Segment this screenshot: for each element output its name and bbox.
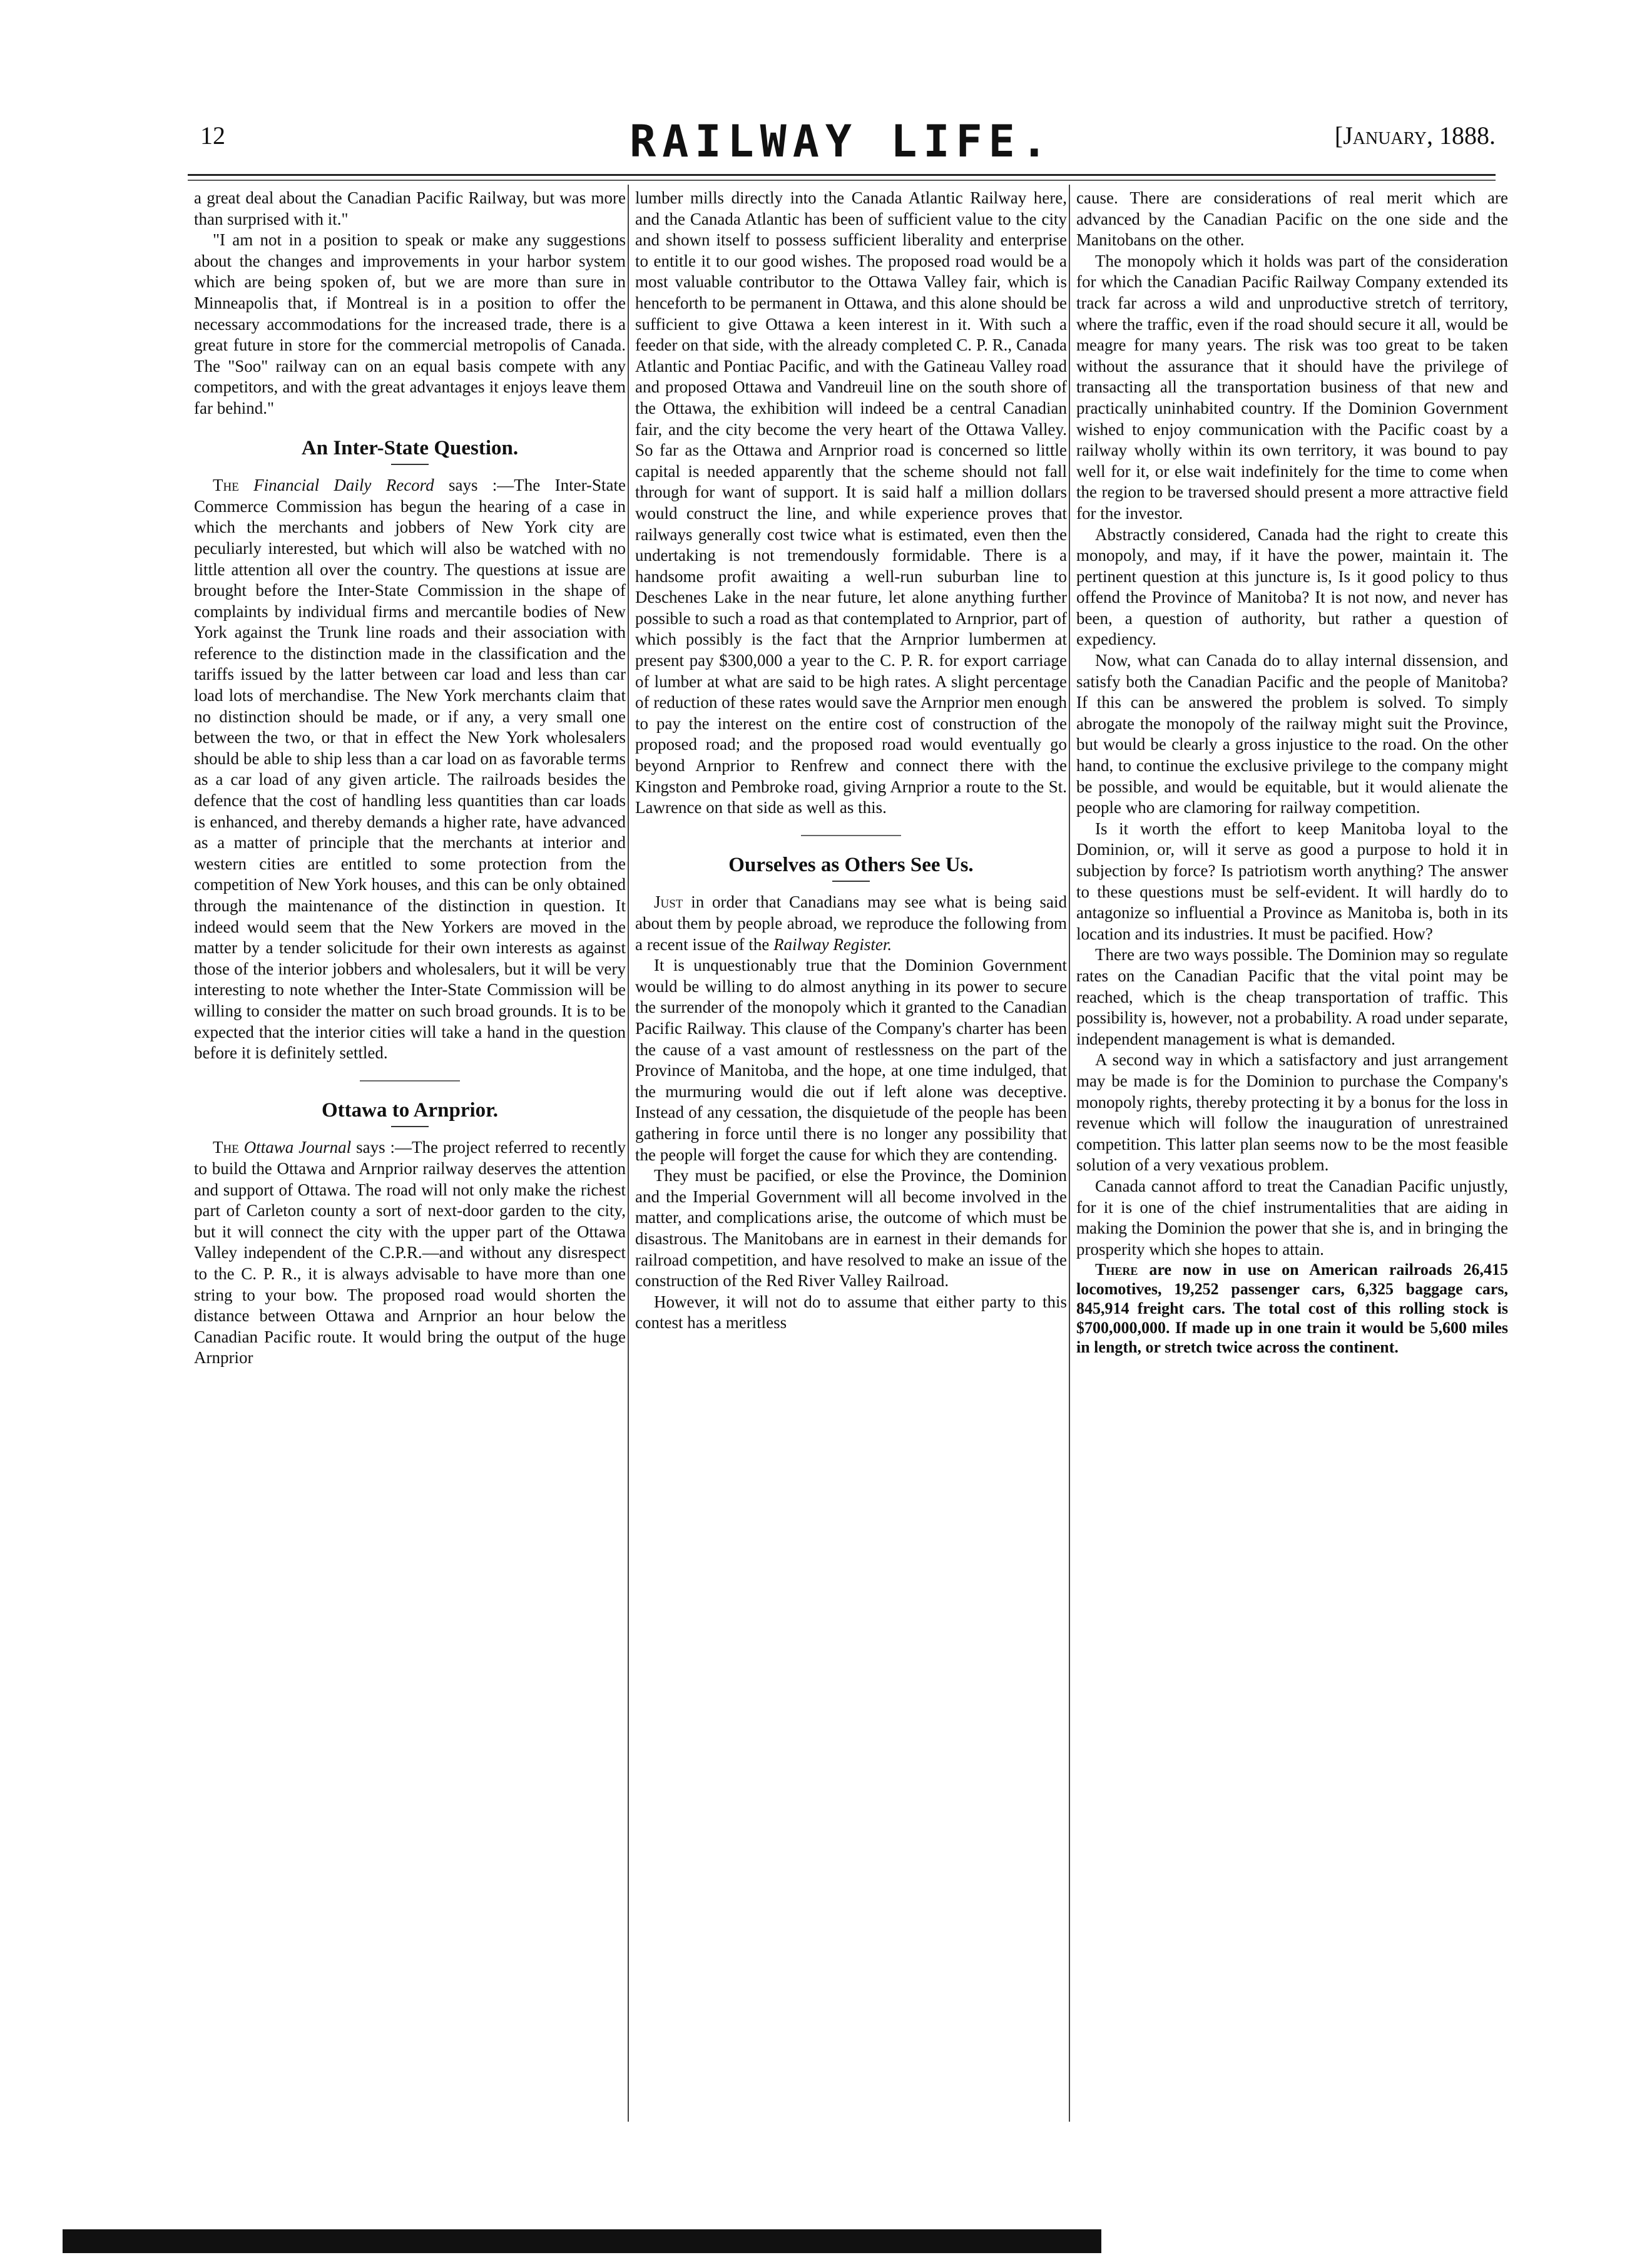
paragraph-text: in order that Canadians may see what is being said about them by people abroad, we reproduce the following from a recent issue of the [635,892,1068,954]
header-rule-secondary [188,180,1496,181]
paragraph-text: says :—The Inter-State Commerce Commission has begun the hearing of a case in which the merchants and jobbers of New York city are peculiarly interested, but which will also be watched with no little attention all over the country. The questions at issue are brought before the Inter-State Commission in the shape of complaints by individual firms and mercantile bodies of New York against the Trunk line roads and their association with reference to the distinction made in the classification and the tariffs issued by the latter between car load and less than car load lots of merchandise. The New York merchants claim that no distinction should be made, or if any, a very small one between the two, or that in effect the New York wholesalers should be able to ship less than a car load on as favorable terms as a car load of any given article. The railroads besides the defence that the cost of handling less quantities than car loads is enhanced, and thereby demands a higher rate, have advanced as a matter of principle that the merchants at interior and western cities are entitled to some protection from the competition of New York houses, and this can be only obtained through the maintenance of the distinction in question. It indeed would seem that the New Yorkers are moved in the matter by a tender solicitude for their own interests as against those of the interior jobbers and wholesalers, but it will be very interesting to note whether the Inter-State Commission will be willing to consider the matter on such broad grounds. It is to be expected that the interior cities will take a hand in the question before it is definitely settled. [194,476,626,1063]
source-name: Ottawa Journal [243,1138,352,1157]
scan-edge-bar [63,2229,1101,2253]
column-2 [635,188,1067,1334]
article-paragraph: Canada cannot afford to treat the Canadian Pacific unjustly, for it is one of the chief instrumentalities that are aiding in making the Dominion the power that she is, and in bringing the prosperity which she hopes to attain. [1076,1176,1508,1259]
issue-date-month: [January, [1334,121,1433,150]
article-paragraph: There are two ways possible. The Dominion may so regulate rates on the Canadian Pacific that the vital point may be reached, which is the cheap transportation of traffic. This possibility is, however, not a probability. A road under separate, independent management is what is demanded. [1076,945,1508,1048]
article-paragraph [194,1137,626,1369]
article-paragraph: Now, what can Canada do to allay internal dissension, and satisfy both the Canadian Pacific and the people of Manitoba? If this can be answered the problem is solved. To simply abrogate the monopoly of the railway might suit the Province, but would be clearly a gross injustice to the road. On the other hand, to continue the exclusive privilege to the company might be possible, and would be equitable, but it would alienate the people who are clamoring for railway competition. [1076,651,1508,817]
column-1 [194,188,626,1369]
issue-date [1335,121,1496,150]
paragraph-text: says :—The project referred to recently to build the Ottawa and Arnprior railway deserves the attention and support of Ottawa. The road will not only make the richest part of Carleton county a sort of next-door garden to the city, but it will connect the city with the upper part of the Ottawa Valley independent of the C.P.R.—and without any disrespect to the C. P. R., it is always advisable to have more than one string to your bow. The proposed road would shorten the distance between Ottawa and Arnprior an hour below the Canadian Pacific route. It would bring the output of the huge Arnprior [194,1138,626,1368]
lead-word: There [1095,1260,1138,1279]
rolling-stock-note [1076,1260,1508,1357]
article-paragraph: a great deal about the Canadian Pacific Railway, but was more than surprised with it." [194,188,626,228]
article-paragraph: A second way in which a satisfactory and just arrangement may be made is for the Dominion to purchase the Company's monopoly rights, thereby protecting it by a bonus for the loss in revenue which will follow the inauguration of unrestrained competition. This latter plan seems now to be the most feasible solution of a very vexatious problem. [1076,1050,1508,1175]
page-number: 12 [200,121,225,150]
article-paragraph: cause. There are considerations of real merit which are advanced by the Canadian Pacific on the one side and the Manitobans on the other. [1076,188,1508,250]
headline-rule [832,881,870,882]
article-paragraph: It is unquestionably true that the Dominion Government would be willing to do almost anything in its power to secure the surrender of the monopoly which it granted to the Canadian Pacific Railway. This clause of the Company's charter has been the cause of a vast amount of restlessness on the part of the Province of Manitoba, and the hope, at one time indulged, that the murmuring would die out if left alone was deceptive. Instead of any cessation, the disquietude of the people has been gathering in force until there is no longer any possibility that the people will forget the cause for which they are contending. [635,956,1067,1164]
source-name: Financial Daily Record [253,476,434,495]
column-3 [1076,188,1508,1357]
column-divider [628,185,629,2122]
article-paragraph: Abstractly considered, Canada had the right to create this monopoly, and may, if it have the power, maintain it. The pertinent question at this juncture is, Is it good policy to thus offend the Province of Manitoba? It is not now, and never has been, a question of authority, but rather a question of expediency. [1076,524,1508,649]
lead-word: The [213,476,239,495]
paragraph-text: are now in use on American railroads 26,415 locomotives, 19,252 passenger cars, 6,325 baggage cars, 845,914 freight cars. The total cost of this rolling stock is $700,000,000. If made up in one train it would be 5,600 miles in length, or stretch twice across the continent. [1076,1260,1508,1357]
lead-word: Just [654,892,683,912]
article-paragraph: lumber mills directly into the Canada Atlantic Railway here, and the Canada Atlantic has been of sufficient value to the city and shown itself to possess sufficient liberality and enterprise to entitle it to our good wishes. The proposed road would be a most valuable contributor to the Ottawa Valley fair, which is henceforth to be permanent in Ottawa, and this alone should be sufficient to give Ottawa a keen interest in it. With such a feeder on that side, with the already completed C. P. R., Canada Atlantic and Pontiac Pacific, and with the Gatineau Valley road and proposed Ottawa and Vandreuil line on the south shore of the Ottawa, the exhibition will indeed be a central Canadian fair, and the city become the very heart of the Ottawa Valley. So far as the Ottawa and Arnprior road is concerned so little capital is needed apparently that the scheme should not fall through for want of support. It is said half a million dollars would construct the line, and while experience proves that railways generally cost twice what is estimated, even then the undertaking is not tremendously formidable. There is a handsome profit awaiting a well-run suburban line to Deschenes Lake in the near future, let alone anything further possible to such a road as that contemplated to Arnprior, part of which possibly is the fact that the Arnprior lumbermen at present pay $300,000 a year to the C. P. R. for export carriage of lumber at what are said to be high rates. A slight percentage of reduction of these rates would save the Arnprior men enough to pay the interest on the entire cost of construction of the proposed road; and the proposed road would eventually go beyond Arnprior to Renfrew and connect there with the Kingston and Pembroke road, giving Arnprior a route to the St. Lawrence on that side as well as this. [635,188,1067,817]
headline-ottawa-to-arnprior: Ottawa to Arnprior. [321,1098,498,1122]
headline-ourselves-as-others-see-us: Ourselves as Others See Us. [728,853,974,876]
publication-title: RAILWAY LIFE. [630,116,1054,167]
article-paragraph: However, it will not do to assume that either party to this contest has a meritless [635,1292,1067,1332]
section-separator [360,1080,460,1081]
source-name: Railway Register. [773,934,892,954]
headline-rule [391,464,429,465]
issue-date-year: 1888. [1433,121,1496,150]
article-paragraph [194,475,626,1064]
headline-inter-state-question: An Inter-State Question. [301,436,519,459]
article-paragraph: "I am not in a position to speak or make any suggestions about the changes and improvements in your harbor system which are being spoken of, but we are more than sure in Minneapolis that, if Montreal is in a position to offer the necessary accommodations for the increased trade, there is a great future in store for the commercial metropolis of Canada. The "Soo" railway can on an equal basis compete with any competitors, and with the great advantages it enjoys leave them far behind." [194,230,626,417]
masthead [188,116,1496,172]
article-paragraph: The monopoly which it holds was part of the consideration for which the Canadian Pacific Railway Company extended its track far across a wild and unproductive stretch of territory, where the traffic, even if the road should secure it all, would be meagre for many years. The risk was too great to be taken without the assurance that it should have the privilege of transacting all the transportation business of that new and practically uninhabited country. If the Dominion Government wished to enjoy communication with the Pacific coast by a railway wholly within its own territory, it was bound to pay well for it, or else wait indefinitely for the time to come when the region to be traversed should present a more attractive field for the investor. [1076,251,1508,523]
section-separator [801,835,901,836]
header-rule [188,174,1496,176]
article-paragraph: Is it worth the effort to keep Manitoba loyal to the Dominion, or, will it serve as good a purpose to hold it in subjection by force? Is patriotism worth anything? The answer to these questions must be self-evident. It will hardly do to antagonize so influential a Province as Manitoba is, both in its location and its industries. It must be pacified. How? [1076,819,1508,943]
article-paragraph: They must be pacified, or else the Province, the Dominion and the Imperial Government will all become involved in the matter, and complications arise, the outcome of which must be disastrous. The Manitobans are in earnest in their demands for railroad competition, and have resolved to make an issue of the construction of the Red River Valley Railroad. [635,1166,1067,1291]
lead-word: The [213,1138,239,1157]
column-divider [1069,185,1070,2122]
article-paragraph [635,892,1067,955]
headline-rule [391,1126,429,1127]
